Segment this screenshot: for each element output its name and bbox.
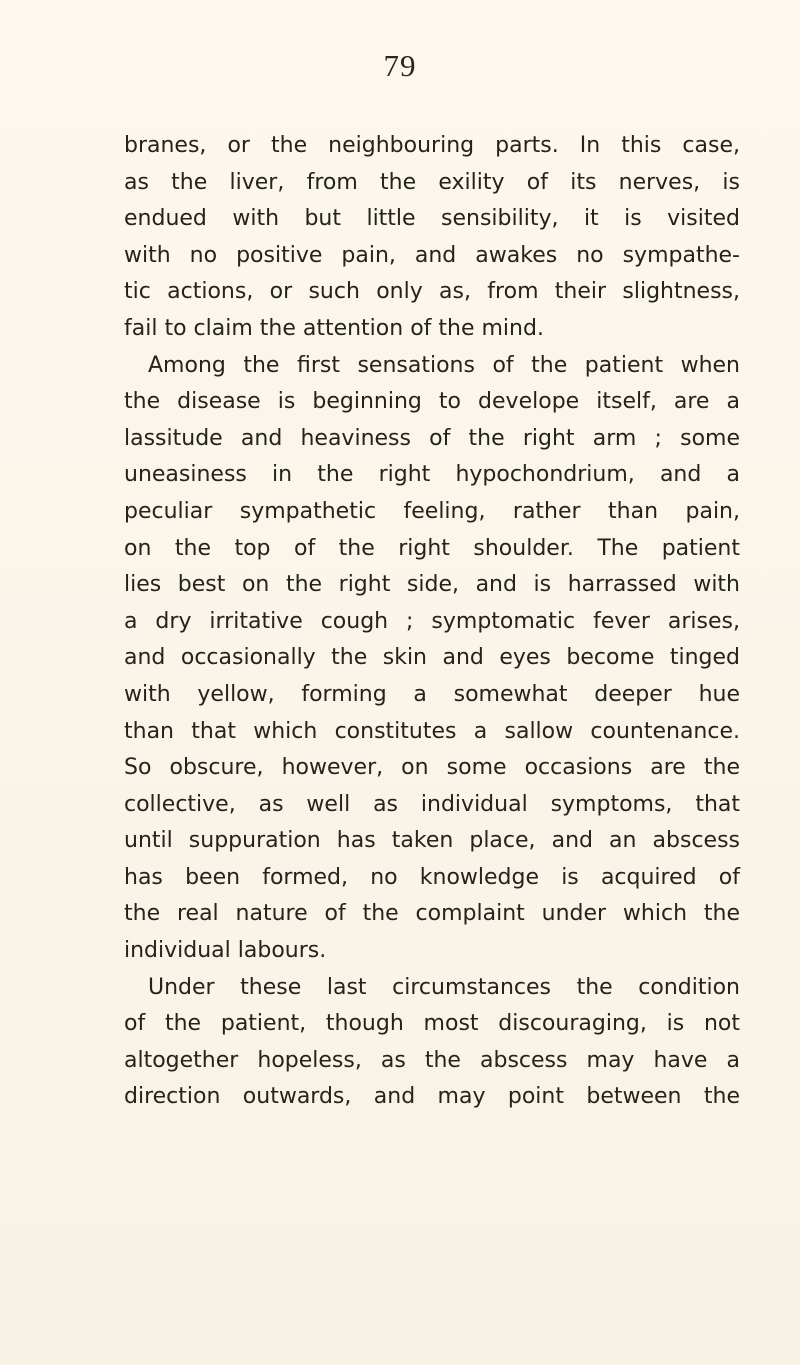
text-line: branes, or the neighbouring parts. In this case, — [124, 133, 740, 158]
paragraph-start-line: Among the first sensations of the patient when — [148, 352, 740, 378]
page-number: 79 — [383, 48, 417, 83]
text-line: peculiar sympathetic feeling, rather than pain, — [124, 498, 740, 524]
text-line: lies best on the right side, and is harrassed with — [124, 572, 740, 598]
text-line: has been formed, no knowledge is acquired of — [124, 864, 740, 890]
text-line: endued with but little sensibility, it is visited — [124, 206, 740, 232]
text-line: individual labours. — [124, 938, 327, 964]
text-line: until suppuration has taken place, and an abscess — [124, 828, 740, 854]
text-line: uneasiness in the right hypochondrium, and a — [124, 462, 740, 488]
text-line: on the top of the right shoulder. The patient — [124, 535, 740, 561]
text-line: So obscure, however, on some occasions are the — [124, 755, 740, 781]
text-line: the real nature of the complaint under which the — [124, 901, 740, 927]
text-line: fail to claim the attention of the mind. — [124, 315, 544, 341]
text-line: direction outwards, and may point between the — [124, 1084, 740, 1110]
text-line: tic actions, or such only as, from their slightness, — [124, 279, 740, 305]
text-line: the disease is beginning to develope itself, are a — [124, 389, 740, 415]
text-line: a dry irritative cough ; symptomatic fever arises, — [124, 608, 740, 634]
text-line: as the liver, from the exility of its nerves, is — [124, 169, 740, 195]
paragraph-start-line: Under these last circumstances the condition — [148, 974, 740, 1000]
body-text — [124, 128, 740, 1116]
text-line: and occasionally the skin and eyes become tinged — [124, 645, 740, 671]
text-line: of the patient, though most discouraging, is not — [124, 1011, 740, 1037]
text-line: than that which constitutes a sallow countenance. — [124, 718, 740, 744]
text-line: lassitude and heaviness of the right arm ; some — [124, 425, 740, 451]
text-line: with yellow, forming a somewhat deeper hue — [124, 681, 740, 707]
text-line: with no positive pain, and awakes no sympathe- — [124, 242, 740, 268]
text-line: altogether hopeless, as the abscess may have a — [124, 1047, 740, 1073]
text-line: collective, as well as individual symptoms, that — [124, 791, 740, 817]
